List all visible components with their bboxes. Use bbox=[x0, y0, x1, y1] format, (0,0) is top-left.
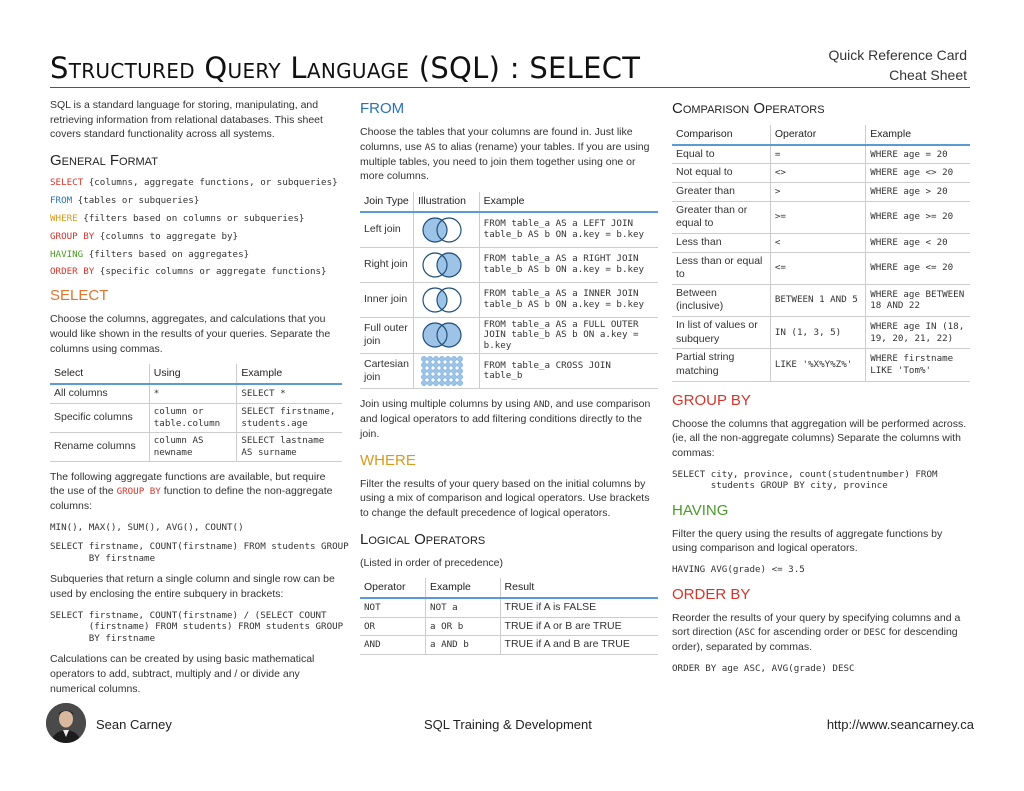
general-format-title: General Format bbox=[50, 152, 158, 170]
table-cell: AND bbox=[360, 636, 426, 655]
orderby-example: ORDER BY age ASC, AVG(grade) DESC bbox=[672, 662, 855, 674]
format-keyword: ORDER BY bbox=[50, 266, 95, 278]
table-cell: a OR b bbox=[426, 617, 501, 636]
table-cell: OR bbox=[360, 617, 426, 636]
table-row bbox=[360, 617, 658, 636]
join-description bbox=[360, 397, 658, 441]
table-cell: Between (inclusive) bbox=[672, 284, 770, 316]
join-illustration-cell bbox=[414, 354, 480, 389]
subtitle-line-2: Cheat Sheet bbox=[889, 67, 967, 83]
format-text: {columns, aggregate functions, or subqueries} bbox=[83, 177, 338, 189]
table-row bbox=[360, 636, 658, 655]
orderby-description bbox=[672, 611, 970, 655]
format-keyword: FROM bbox=[50, 194, 73, 206]
format-line-where bbox=[50, 213, 342, 226]
having-title: HAVING bbox=[672, 501, 729, 519]
select-table bbox=[50, 364, 342, 461]
join-example-cell: FROM table_a AS a FULL OUTER JOIN table_b AS b ON a.key = b.key bbox=[479, 317, 658, 354]
inline-keyword: ASC bbox=[738, 627, 756, 639]
table-cell: Specific columns bbox=[50, 403, 149, 432]
text-span: for descending order), separated by commas. bbox=[672, 626, 958, 654]
text-span: for ascending order or bbox=[755, 626, 864, 639]
format-text: {filters based on columns or subqueries} bbox=[77, 212, 305, 224]
format-text: {tables or subqueries} bbox=[72, 194, 200, 206]
table-cell: Greater than or equal to bbox=[672, 201, 770, 233]
table-cell: Partial string matching bbox=[672, 349, 770, 381]
table-row bbox=[672, 349, 970, 381]
table-cell: In list of values or subquery bbox=[672, 317, 770, 349]
table-row bbox=[360, 212, 658, 248]
aggregate-functions: MIN(), MAX(), SUM(), AVG(), COUNT() bbox=[50, 521, 244, 533]
table-row bbox=[360, 282, 658, 317]
table-header: Example bbox=[237, 364, 342, 384]
table-cell: <= bbox=[770, 252, 865, 284]
format-line-having bbox=[50, 249, 342, 262]
table-header: Example bbox=[866, 125, 970, 145]
table-row bbox=[360, 247, 658, 282]
page-title: Structured Query Language (SQL) : SELECT bbox=[50, 51, 641, 85]
table-cell: WHERE firstname LIKE 'Tom%' bbox=[866, 349, 970, 381]
table-row bbox=[672, 233, 970, 252]
table-row bbox=[672, 284, 970, 316]
table-cell: TRUE if A or B are TRUE bbox=[500, 617, 658, 636]
comparison-operators-table bbox=[672, 125, 970, 382]
table-header: Result bbox=[500, 578, 658, 598]
format-text: {filters based on aggregates} bbox=[83, 248, 250, 260]
table-cell: BETWEEN 1 AND 5 bbox=[770, 284, 865, 316]
table-header: Illustration bbox=[414, 192, 480, 212]
join-type-cell: Left join bbox=[360, 212, 414, 248]
table-cell: <> bbox=[770, 164, 865, 183]
cartesian-grid-icon bbox=[418, 356, 466, 386]
website-link[interactable]: http://www.seancarney.ca bbox=[826, 717, 974, 732]
inline-keyword: DESC bbox=[863, 627, 886, 639]
page-subtitle bbox=[828, 45, 967, 85]
format-text: {columns to aggregate by} bbox=[94, 230, 239, 242]
subquery-example: SELECT firstname, COUNT(firstname) / (SELECT COUNT (firstname) FROM students) FROM students GROUP BY firstname bbox=[50, 609, 344, 644]
subquery-description: Subqueries that return a single column and single row can be used by enclosing the entire subquery in brackets: bbox=[50, 573, 335, 600]
table-header: Operator bbox=[770, 125, 865, 145]
table-cell: Greater than bbox=[672, 182, 770, 201]
where-title: WHERE bbox=[360, 451, 416, 469]
table-row bbox=[50, 432, 342, 461]
table-cell: TRUE if A is FALSE bbox=[500, 598, 658, 617]
groupby-example: SELECT city, province, count(studentnumber) FROM students GROUP BY city, province bbox=[672, 468, 938, 492]
join-illustration-cell bbox=[414, 247, 480, 282]
table-cell: WHERE age IN (18, 19, 20, 21, 22) bbox=[866, 317, 970, 349]
format-keyword: WHERE bbox=[50, 212, 78, 224]
table-cell: SELECT * bbox=[237, 384, 342, 403]
text-span: to alias (rename) your tables. If you are using multiple tables, you need to join them together using one or more columns. bbox=[360, 140, 650, 183]
format-keyword: SELECT bbox=[50, 177, 84, 189]
from-description bbox=[360, 125, 658, 184]
author-name: Sean Carney bbox=[96, 717, 172, 732]
full-join-venn-icon bbox=[418, 320, 466, 350]
table-cell: NOT bbox=[360, 598, 426, 617]
table-header: Operator bbox=[360, 578, 426, 598]
join-type-cell: Inner join bbox=[360, 282, 414, 317]
groupby-title: GROUP BY bbox=[672, 391, 751, 409]
table-cell: LIKE '%X%Y%Z%' bbox=[770, 349, 865, 381]
having-description: Filter the query using the results of aggregate functions by using comparison and logical operators. bbox=[672, 527, 943, 555]
groupby-description: Choose the columns that aggregation will be performed across. (ie, all the non-aggregate columns) Separate the columns with commas: bbox=[672, 417, 967, 460]
where-description: Filter the results of your query based on the initial columns by using a mix of comparison and logical operators. Use brackets to change the default precedence of logical operators. bbox=[360, 477, 650, 519]
table-cell: >= bbox=[770, 201, 865, 233]
subtitle-line-1: Quick Reference Card bbox=[828, 47, 967, 63]
join-illustration-cell bbox=[414, 282, 480, 317]
table-cell: All columns bbox=[50, 384, 149, 403]
avatar bbox=[46, 703, 86, 743]
join-example-cell: FROM table_a AS a LEFT JOIN table_b AS b ON a.key = b.key bbox=[479, 212, 658, 248]
having-example: HAVING AVG(grade) <= 3.5 bbox=[672, 564, 805, 576]
intro-text: SQL is a standard language for storing, manipulating, and retrieving information from relational databases. This sheet covers standard functionality across all systems. bbox=[50, 99, 323, 141]
select-description: Choose the columns, aggregates, and calculations that you would like shown in the results of your queries. Separate the columns using commas. bbox=[50, 313, 331, 355]
table-row bbox=[672, 317, 970, 349]
footer bbox=[46, 700, 976, 746]
format-keyword: GROUP BY bbox=[50, 230, 95, 242]
join-type-cell: Cartesian join bbox=[360, 354, 414, 389]
logical-operators-title: Logical Operators bbox=[360, 530, 486, 548]
from-title: FROM bbox=[360, 100, 405, 117]
table-header: Select bbox=[50, 364, 149, 384]
text-span: The following aggregate functions are available, but require the use of the bbox=[50, 470, 326, 498]
text-span: Choose the tables that your columns are found in. Just like columns, use bbox=[360, 126, 633, 153]
header bbox=[50, 40, 970, 88]
calculation-description: Calculations can be created by using basic mathematical operators to add, subtract, multiply and / or divide any numerical columns. bbox=[50, 653, 315, 695]
table-row bbox=[50, 403, 342, 432]
table-cell: WHERE age < 20 bbox=[866, 233, 970, 252]
table-header: Example bbox=[479, 192, 658, 212]
join-type-cell: Right join bbox=[360, 247, 414, 282]
logical-operators-table bbox=[360, 578, 658, 655]
table-cell: IN (1, 3, 5) bbox=[770, 317, 865, 349]
table-row bbox=[672, 145, 970, 164]
table-cell: Less than or equal to bbox=[672, 252, 770, 284]
table-cell: < bbox=[770, 233, 865, 252]
join-illustration-cell bbox=[414, 212, 480, 248]
aggregate-description bbox=[50, 470, 342, 514]
table-cell: = bbox=[770, 145, 865, 164]
table-cell: > bbox=[770, 182, 865, 201]
format-text: {specific columns or aggregate functions} bbox=[94, 266, 327, 278]
footer-tagline: SQL Training & Development bbox=[424, 717, 592, 732]
join-example-cell: FROM table_a AS a RIGHT JOIN table_b AS b ON a.key = b.key bbox=[479, 247, 658, 282]
right-join-venn-icon bbox=[418, 250, 466, 280]
table-cell: Less than bbox=[672, 233, 770, 252]
logical-operators-note: (Listed in order of precedence) bbox=[360, 556, 503, 569]
table-cell: Equal to bbox=[672, 145, 770, 164]
join-table bbox=[360, 192, 658, 389]
table-row bbox=[360, 354, 658, 389]
table-cell: WHERE age <> 20 bbox=[866, 164, 970, 183]
table-row bbox=[672, 252, 970, 284]
table-cell: column or table.column bbox=[149, 403, 237, 432]
general-format-list bbox=[50, 177, 342, 279]
left-join-venn-icon bbox=[418, 215, 466, 245]
table-cell: WHERE age >= 20 bbox=[866, 201, 970, 233]
inner-join-venn-icon bbox=[418, 285, 466, 315]
format-line-groupby bbox=[50, 231, 342, 244]
table-row bbox=[672, 164, 970, 183]
table-cell: TRUE if A and B are TRUE bbox=[500, 636, 658, 655]
table-cell: WHERE age > 20 bbox=[866, 182, 970, 201]
table-cell: Not equal to bbox=[672, 164, 770, 183]
table-row bbox=[360, 598, 658, 617]
table-row bbox=[672, 182, 970, 201]
join-type-cell: Full outer join bbox=[360, 317, 414, 354]
format-keyword: HAVING bbox=[50, 248, 84, 260]
table-header: Using bbox=[149, 364, 237, 384]
format-line-orderby bbox=[50, 266, 342, 279]
person-icon bbox=[46, 703, 86, 743]
table-cell: WHERE age = 20 bbox=[866, 145, 970, 164]
inline-keyword: AS bbox=[424, 141, 436, 153]
table-row bbox=[672, 201, 970, 233]
text-span: Join using multiple columns by using bbox=[360, 398, 534, 411]
table-cell: WHERE age <= 20 bbox=[866, 252, 970, 284]
table-row bbox=[50, 384, 342, 403]
table-cell: column AS newname bbox=[149, 432, 237, 461]
inline-keyword: AND bbox=[533, 399, 550, 411]
table-header: Join Type bbox=[360, 192, 414, 212]
column-right bbox=[672, 98, 970, 682]
text-span: Reorder the results of your query by specifying columns and a sort direction ( bbox=[672, 611, 961, 639]
table-cell: SELECT firstname, students.age bbox=[237, 403, 342, 432]
join-example-cell: FROM table_a AS a INNER JOIN table_b AS b ON a.key = b.key bbox=[479, 282, 658, 317]
table-cell: Rename columns bbox=[50, 432, 149, 461]
column-middle bbox=[360, 98, 658, 663]
join-example-cell: FROM table_a CROSS JOIN table_b bbox=[479, 354, 658, 389]
join-illustration-cell bbox=[414, 317, 480, 354]
comparison-operators-title: Comparison Operators bbox=[672, 100, 825, 117]
inline-keyword: GROUP BY bbox=[116, 486, 161, 498]
column-left bbox=[50, 98, 349, 704]
table-cell: * bbox=[149, 384, 237, 403]
text-span: , and use comparison and logical operators to add filtering conditions directly to the join. bbox=[360, 398, 651, 440]
select-title: SELECT bbox=[50, 287, 109, 305]
table-cell: NOT a bbox=[426, 598, 501, 617]
table-cell: a AND b bbox=[426, 636, 501, 655]
format-line-select bbox=[50, 177, 342, 190]
table-row bbox=[360, 317, 658, 354]
table-cell: SELECT lastname AS surname bbox=[237, 432, 342, 461]
table-header: Example bbox=[426, 578, 501, 598]
format-line-from bbox=[50, 195, 342, 208]
table-cell: WHERE age BETWEEN 18 AND 22 bbox=[866, 284, 970, 316]
text-span: function to define the non-aggregate columns: bbox=[50, 485, 333, 513]
orderby-title: ORDER BY bbox=[672, 585, 751, 603]
table-header: Comparison bbox=[672, 125, 770, 145]
aggregate-example: SELECT firstname, COUNT(firstname) FROM students GROUP BY firstname bbox=[50, 541, 349, 564]
